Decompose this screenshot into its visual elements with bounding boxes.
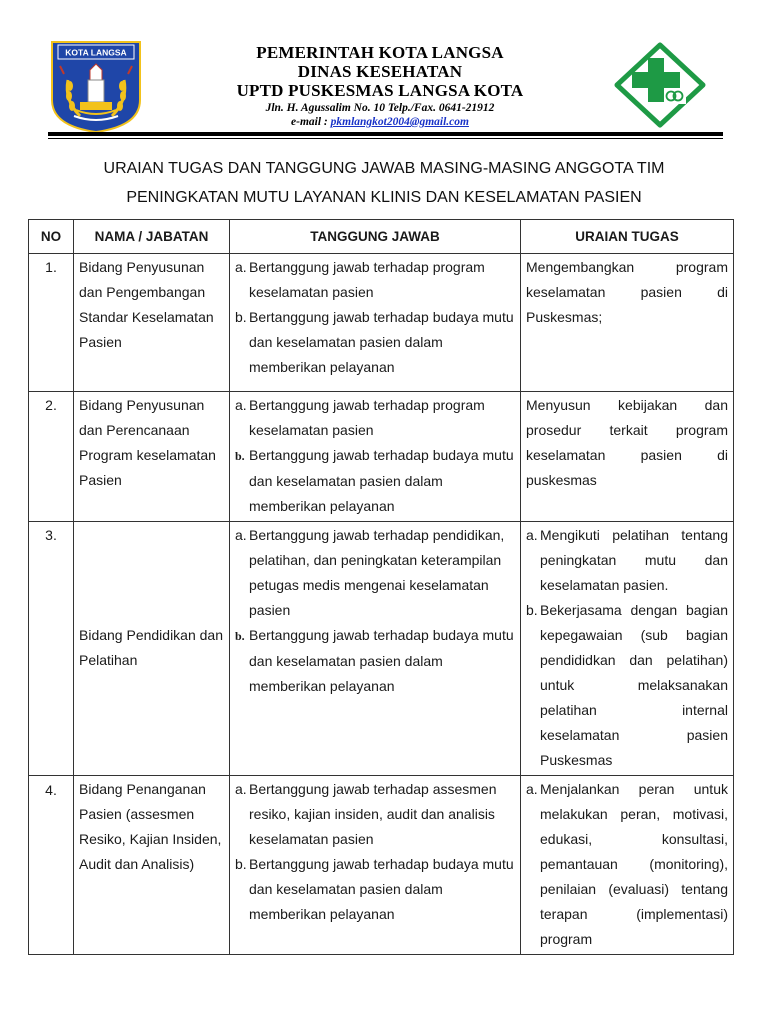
letterhead — [0, 0, 768, 140]
table-header-row — [29, 220, 734, 254]
email-line — [190, 115, 570, 129]
list-item: b. Bertanggung jawab terhadap budaya mutu dan keselamatan pasien dalam memberikan pelayanan — [235, 309, 514, 375]
row-tanggung-jawab — [230, 254, 521, 392]
email-link[interactable]: pkmlangkot2004@gmail.com — [330, 116, 469, 128]
header-uraian-tugas: URAIAN TUGAS — [521, 220, 734, 254]
list-item: a. Bertanggung jawab terhadap program keselamatan pasien — [235, 259, 485, 300]
row-uraian-tugas — [521, 776, 734, 955]
table-row — [29, 392, 734, 522]
email-label: e-mail : — [291, 116, 331, 128]
table-row — [29, 254, 734, 392]
department-name: DINAS KESEHATAN — [297, 62, 463, 81]
list-item: b. Bertanggung jawab terhadap budaya mutu dan keselamatan pasien dalam memberikan pelayanan — [235, 627, 514, 694]
address: Jln. H. Agussalim No. 10 Telp./Fax. 0641-21912 — [265, 102, 495, 114]
logo-left-label: KOTA LANGSA — [65, 47, 127, 58]
row-number: 1. — [29, 254, 74, 392]
list-item: a. Bertanggung jawab terhadap assesmen resiko, kajian insiden, audit dan analisis keselamatan pasien — [235, 781, 497, 847]
row-jabatan: Bidang Penyusunan dan Pengembangan Standar Keselamatan Pasien — [74, 254, 230, 392]
letterhead-text — [190, 43, 570, 129]
kota-langsa-emblem-icon — [50, 40, 142, 134]
list-item: b. Bekerjasama dengan bagian kepegawaian (sub bagian pendididkan dan pelatihan) untuk melaksanakan pelatihan internal keselamatan pasien Puskesmas — [526, 602, 728, 768]
row-uraian-tugas: Mengembangkan program keselamatan pasien di Puskesmas; — [521, 254, 734, 392]
row-uraian-tugas: Menyusun kebijakan dan prosedur terkait program keselamatan pasien di puskesmas — [521, 392, 734, 522]
list-item: a. Mengikuti pelatihan tentang peningkatan mutu dan keselamatan pasien. — [526, 527, 728, 593]
puskesmas-logo-icon — [614, 42, 706, 128]
row-number: 4. — [29, 776, 74, 955]
row-tanggung-jawab — [230, 392, 521, 522]
table-row — [29, 522, 734, 776]
document-title-line1: URAIAN TUGAS DAN TANGGUNG JAWAB MASING-MASING ANGGOTA TIM — [103, 160, 665, 177]
letterhead-rule-thin — [48, 138, 723, 139]
row-tanggung-jawab — [230, 776, 521, 955]
header-no: NO — [29, 220, 74, 254]
list-item: a. Menjalankan peran untuk melakukan peran, motivasi, edukasi, konsultasi, pemantauan (monitoring), penilaian (evaluasi) tentang terapan (implementasi) program — [526, 781, 728, 947]
list-item: b. Bertanggung jawab terhadap budaya mutu dan keselamatan pasien dalam memberikan pelayanan — [235, 856, 514, 922]
header-tanggung-jawab: TANGGUNG JAWAB — [230, 220, 521, 254]
puskesmas-name: UPTD PUSKESMAS LANGSA KOTA — [236, 81, 524, 100]
row-jabatan: Bidang Penanganan Pasien (assesmen Resiko, Kajian Insiden, Audit dan Analisis) — [74, 776, 230, 955]
row-uraian-tugas — [521, 522, 734, 776]
header-jabatan: NAMA / JABATAN — [74, 220, 230, 254]
row-jabatan: Bidang Pendidikan dan Pelatihan — [74, 522, 230, 776]
government-name: PEMERINTAH KOTA LANGSA — [256, 43, 504, 62]
row-number: 2. — [29, 392, 74, 522]
row-tanggung-jawab — [230, 522, 521, 776]
table-row — [29, 776, 734, 955]
list-item: b. Bertanggung jawab terhadap budaya mutu dan keselamatan pasien dalam memberikan pelayanan — [235, 447, 514, 514]
list-item: a. Bertanggung jawab terhadap pendidikan, pelatihan, dan peningkatan keterampilan petugas medis mengenai keselamatan pasien — [235, 527, 505, 618]
document-title-line2: PENINGKATAN MUTU LAYANAN KLINIS DAN KESELAMATAN PASIEN — [126, 189, 642, 206]
duties-table — [28, 219, 734, 955]
row-number: 3. — [29, 522, 74, 776]
list-item: a. Bertanggung jawab terhadap program keselamatan pasien — [235, 397, 485, 438]
row-jabatan: Bidang Penyusunan dan Perencanaan Program keselamatan Pasien — [74, 392, 230, 522]
letterhead-rule-thick — [48, 132, 723, 136]
